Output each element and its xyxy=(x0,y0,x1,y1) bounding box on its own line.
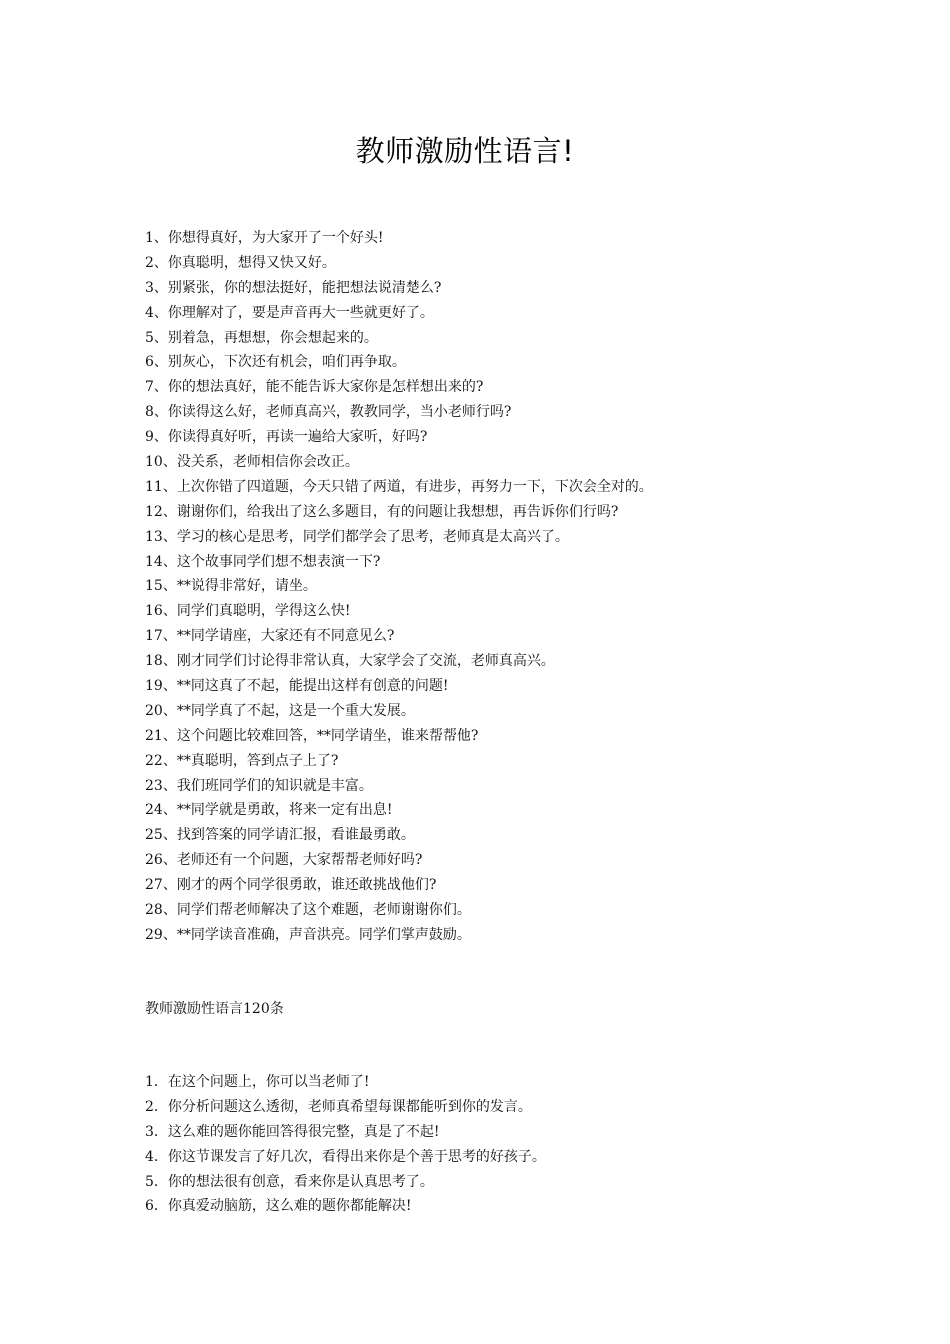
list-item: 19、**同这真了不起，能提出这样有创意的问题! xyxy=(145,678,449,695)
list-item: 5、别着急，再想想，你会想起来的。 xyxy=(145,329,378,346)
list-item: 10、没关系，老师相信你会改正。 xyxy=(145,454,359,471)
list-item: 1、你想得真好，为大家开了一个好头! xyxy=(145,230,384,246)
list-item: 21、这个问题比较难回答，**同学请坐，谁来帮帮他? xyxy=(145,727,479,744)
list-item: 24、**同学就是勇敢，将来一定有出息! xyxy=(145,802,393,819)
list-item: 3、别紧张，你的想法挺好，能把想法说清楚么? xyxy=(145,279,442,296)
encouragement-list-2 xyxy=(145,1070,546,1219)
list-item: 25、找到答案的同学请汇报，看谁最勇敢。 xyxy=(145,827,415,844)
document-title: 教师激励性语言! xyxy=(355,134,575,168)
list-item: 9、你读得真好听，再读一遍给大家听，好吗? xyxy=(145,429,428,446)
list-item: 20、**同学真了不起，这是一个重大发展。 xyxy=(145,702,415,719)
list-item: 4、你理解对了，要是声音再大一些就更好了。 xyxy=(145,304,434,321)
list-item: 1．在这个问题上，你可以当老师了! xyxy=(145,1074,370,1090)
list-item: 3．这么难的题你能回答得很完整，真是了不起! xyxy=(145,1123,440,1140)
list-item: 7、你的想法真好，能不能告诉大家你是怎样想出来的? xyxy=(145,379,484,396)
section-title: 教师激励性语言120条 xyxy=(145,1001,284,1017)
list-item: 8、你读得这么好，老师真高兴，教教同学，当小老师行吗? xyxy=(145,404,512,421)
list-item: 6．你真爱动脑筋，这么难的题你都能解决! xyxy=(145,1198,412,1215)
list-item: 17、**同学请座，大家还有不同意见么? xyxy=(145,628,395,645)
list-item: 16、同学们真聪明，学得这么快! xyxy=(145,603,351,620)
list-item: 29、**同学读音准确，声音洪亮。同学们掌声鼓励。 xyxy=(145,926,471,943)
list-item: 15、**说得非常好，请坐。 xyxy=(145,578,317,595)
list-item: 18、刚才同学们讨论得非常认真，大家学会了交流，老师真高兴。 xyxy=(145,653,555,670)
list-item: 13、学习的核心是思考，同学们都学会了思考，老师真是太高兴了。 xyxy=(145,528,569,545)
list-item: 6、别灰心，下次还有机会，咱们再争取。 xyxy=(145,354,406,371)
list-item: 5．你的想法很有创意，看来你是认真思考了。 xyxy=(145,1173,434,1190)
list-item: 4．你这节课发言了好几次，看得出来你是个善于思考的好孩子。 xyxy=(145,1148,546,1165)
list-item: 28、同学们帮老师解决了这个难题，老师谢谢你们。 xyxy=(145,902,471,919)
encouragement-list-1 xyxy=(145,226,653,948)
list-item: 26、老师还有一个问题，大家帮帮老师好吗? xyxy=(145,852,423,869)
list-item: 27、刚才的两个同学很勇敢，谁还敢挑战他们? xyxy=(145,877,437,894)
list-item: 14、这个故事同学们想不想表演一下? xyxy=(145,553,381,570)
list-item: 23、我们班同学们的知识就是丰富。 xyxy=(145,777,373,794)
list-item: 11、上次你错了四道题，今天只错了两道，有进步，再努力一下，下次会全对的。 xyxy=(145,478,653,495)
list-item: 12、谢谢你们，给我出了这么多题目，有的问题让我想想，再告诉你们行吗? xyxy=(145,503,619,520)
list-item: 2、你真聪明，想得又快又好。 xyxy=(145,254,336,271)
list-item: 22、**真聪明，答到点子上了? xyxy=(145,752,339,769)
list-item: 2．你分析问题这么透彻，老师真希望每课都能听到你的发言。 xyxy=(145,1098,532,1115)
